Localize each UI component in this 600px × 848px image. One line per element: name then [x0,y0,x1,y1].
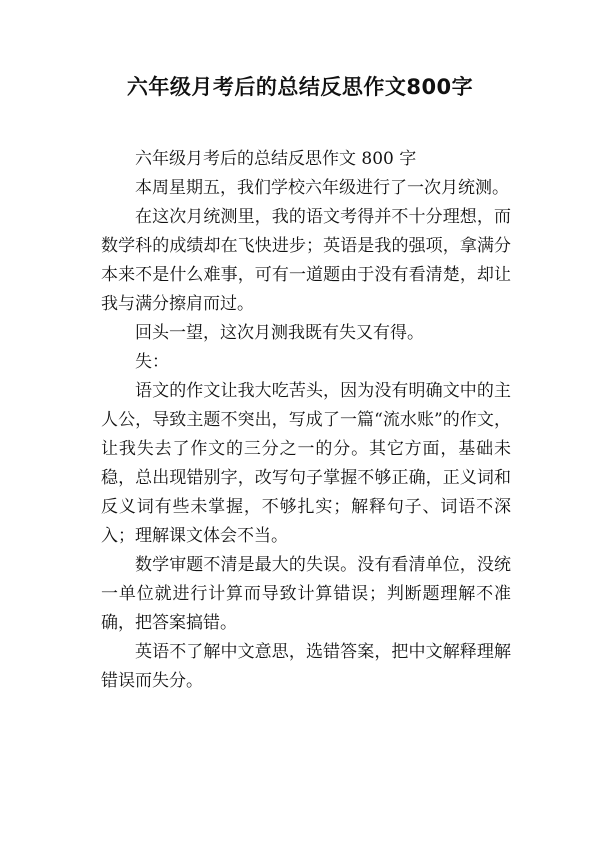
paragraph: 在这次月统测里，我的语文考得并不十分理想，而数学科的成绩却在飞快进步；英语是我的强项，拿满分本来不是什么难事，可有一道题由于没有看清楚，却让我与满分擦肩而过。 [101,207,511,314]
paragraph: 失： [135,352,169,372]
paragraph: 数学审题不清是最大的失误。没有看清单位，没统一单位就进行计算而导致计算错误；判断题理解不准确，把答案搞错。 [101,555,511,633]
paragraph-subtitle: 六年级月考后的总结反思作文 800 字 [135,149,417,169]
paragraph: 回头一望，这次月测我既有失又有得。 [135,323,424,343]
paragraph: 英语不了解中文意思，选错答案，把中文解释理解错误而失分。 [101,642,511,691]
document-body [101,145,511,696]
paragraph: 语文的作文让我大吃苦头，因为没有明确文中的主人公，导致主题不突出，写成了一篇“流水账”的作文，让我失去了作文的三分之一的分。其它方面，基础未稳，总出现错别字，改写句子掌握不够正确，正义词和反义词有些未掌握，不够扎实；解释句子、词语不深入；理解课文体会不当。 [101,381,511,546]
document-title: 六年级月考后的总结反思作文800字 [126,75,474,99]
paragraph: 本周星期五，我们学校六年级进行了一次月统测。 [135,178,509,198]
